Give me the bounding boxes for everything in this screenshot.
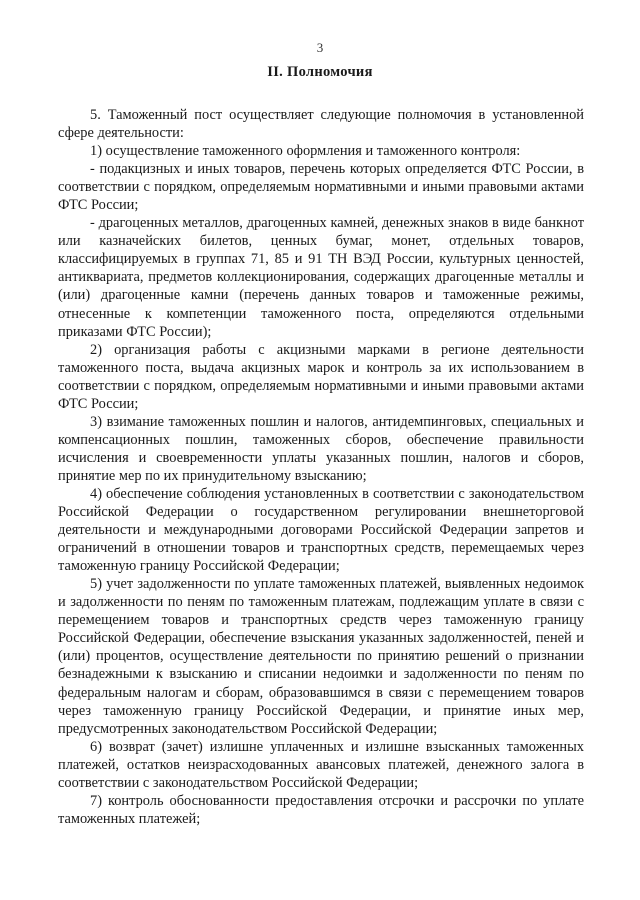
paragraph-item-6: 6) возврат (зачет) излишне уплаченных и излишне взысканных таможенных платежей, остатков неизрасходованных авансовых платежей, денежного залога в соответствии с законодательством Российской Федерации; <box>58 738 584 791</box>
paragraph-item-5: 5) учет задолженности по уплате таможенных платежей, выявленных недоимок и задолженности по пеням по таможенным платежам, подлежащим уплате в связи с перемещением товаров и транспортных средств через таможенную границу Российской Федерации, обеспечение взыскания указанных задолженностей, пеней и (или) процентов, осуществление деятельности по принятию решений о признании безнадежными к взысканию и списании недоимки и задолженности по пеням по федеральным налогам и сборам, образовавшимся в связи с перемещением товаров через таможенную границу Российской Федерации, и принятие иных мер, предусмотренных законодательством Российской Федерации; <box>58 576 584 737</box>
paragraph-intro: 5. Таможенный пост осуществляет следующие полномочия в установленной сфере деятельности: <box>58 107 584 142</box>
section-heading: II. Полномочия <box>267 64 373 80</box>
paragraph-item-4: 4) обеспечение соблюдения установленных в соответствии с законодательством Российской Федерации о государственном регулировании внешнеторговой деятельности и международными договорами Российской Федерации запретов и ограничений в отношении товаров и транспортных средств, перемещаемых через таможенную границу Российской Федерации; <box>58 485 584 575</box>
paragraph-item-7: 7) контроль обоснованности предоставления отсрочки и рассрочки по уплате таможенных платежей; <box>58 792 584 827</box>
paragraph-item-1-excise-goods: - подакцизных и иных товаров, перечень которых определяется ФТС России, в соответствии с порядком, определяемым нормативными и иными правовыми актами ФТС России; <box>58 161 584 214</box>
paragraph-item-3: 3) взимание таможенных пошлин и налогов, антидемпинговых, специальных и компенсационных пошлин, таможенных сборов, обеспечение правильности исчисления и своевременности уплаты указанных пошлин, налогов и сборов, принятие мер по их принудительному взысканию; <box>58 413 584 484</box>
paragraph-item-1: 1) осуществление таможенного оформления и таможенного контроля: <box>90 143 521 160</box>
body-text <box>58 106 584 828</box>
page-number: 3 <box>316 40 324 55</box>
paragraph-item-1-precious-metals: - драгоценных металлов, драгоценных камней, денежных знаков в виде банкнот или казначейских билетов, ценных бумаг, монет, отдельных товаров, классифицируемых в группах 71, 85 и 91 ТН ВЭД России, культурных ценностей, антиквариата, предметов коллекционирования, содержащих драгоценные металлы и (или) драгоценные камни (перечень данных товаров и таможенные режимы, отнесенные к компетенции таможенного поста, определяются отдельными приказами ФТС России); <box>58 215 584 340</box>
paragraph-item-2: 2) организация работы с акцизными марками в регионе деятельности таможенного поста, выдача акцизных марок и контроль за их использованием в соответствии с порядком, определяемым нормативными и иными правовыми актами ФТС России; <box>58 341 584 412</box>
